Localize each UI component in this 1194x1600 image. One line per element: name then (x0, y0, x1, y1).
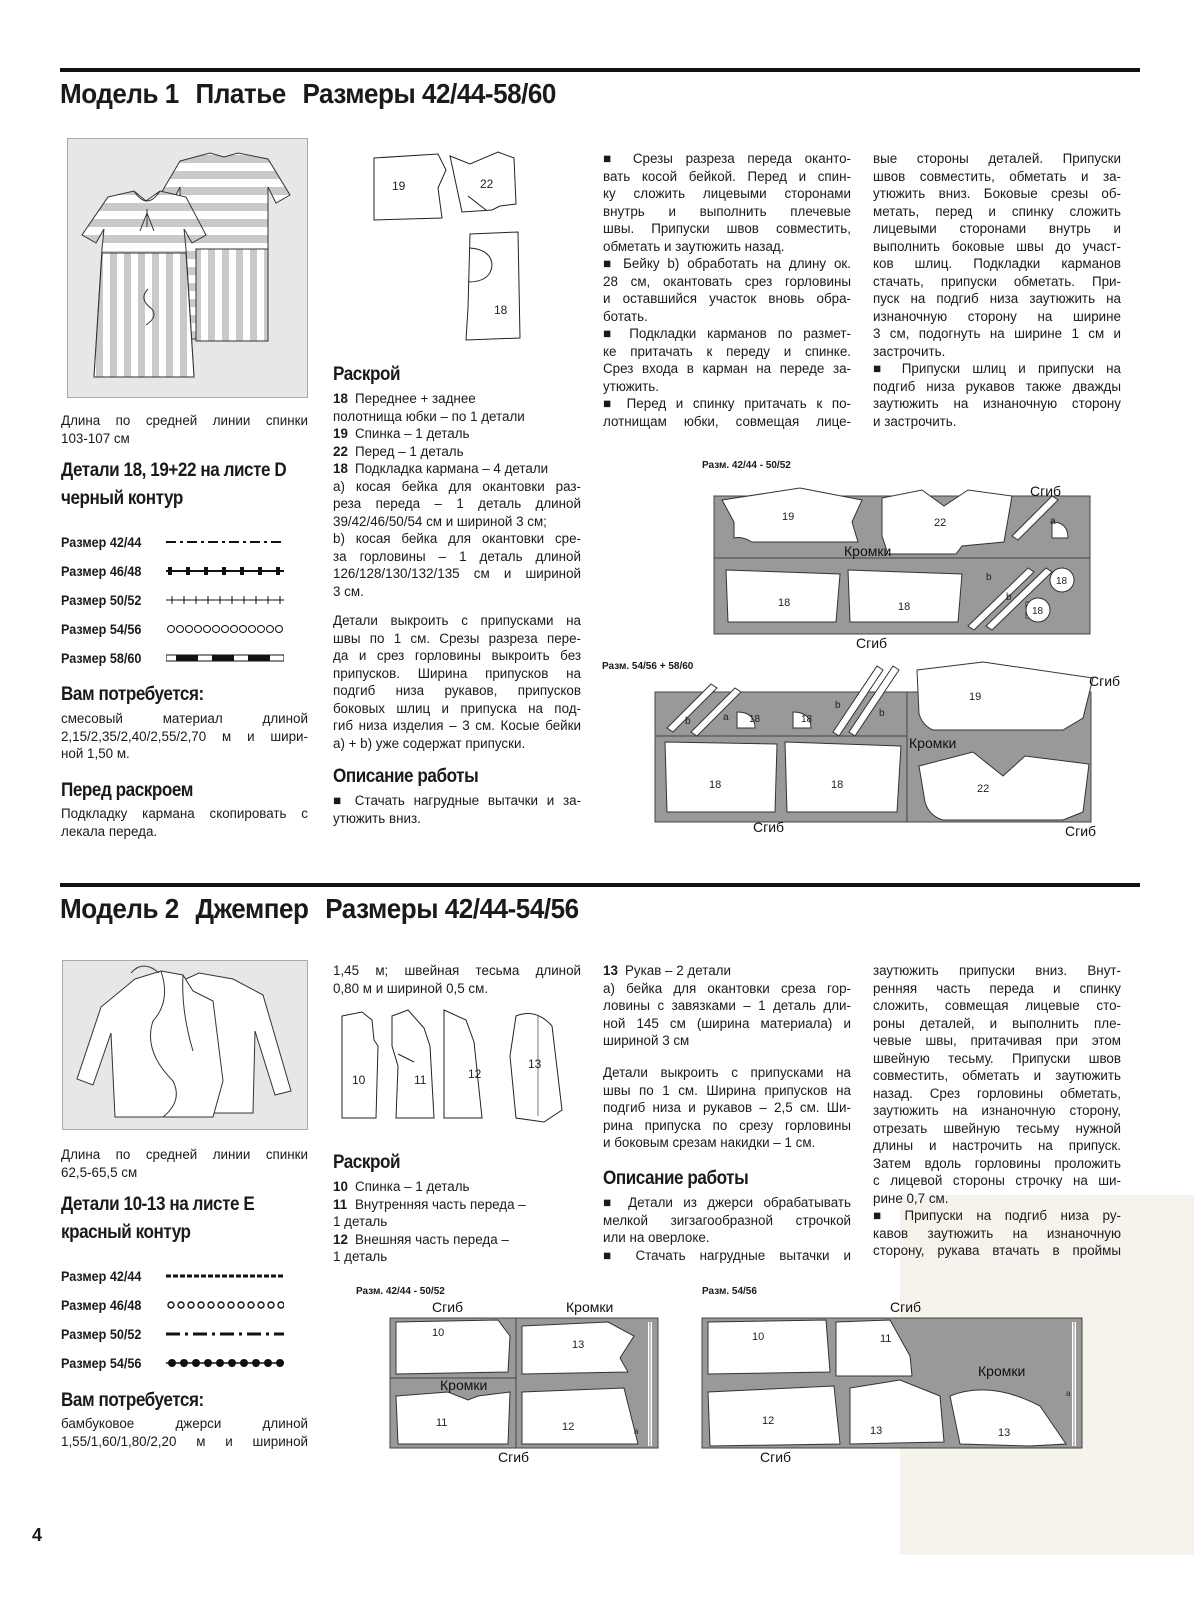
svg-text:a: a (1050, 516, 1056, 527)
svg-text:19: 19 (782, 511, 795, 523)
model1-cutting-layout-2 (653, 656, 1133, 844)
svg-text:22: 22 (934, 517, 947, 529)
svg-text:18: 18 (831, 779, 844, 791)
svg-text:13: 13 (572, 1339, 585, 1351)
svg-text:a: a (634, 1427, 639, 1436)
svg-text:Сгиб: Сгиб (760, 1449, 792, 1465)
fold-label: Сгиб (856, 635, 888, 651)
model2-title: Модель 2 Джемпер Размеры 42/44-54/56 (60, 893, 579, 924)
size-54-56-legend: Размер 54/56 (61, 619, 284, 639)
svg-text:10: 10 (752, 1331, 765, 1343)
model2-pattern-pieces (338, 1006, 578, 1132)
model1-cut-list: 18 Переднее + заднее полотнища юбки – по 1 детали 19 Спинка – 1 деталь 22 Перед – 1 деталь 18 Подкладка кармана – 4 детали a) косая бейка для окантовки раз- реза переда – 1 деталь длиной 39/42/46/50/54 см и шириной 3 см; b) косая бейка для окантовки сре- за горловины – 1 деталь длиной 126/128/130/132/135 см и шириной 3 см. (333, 391, 581, 599)
svg-text:18: 18 (749, 714, 761, 725)
svg-text:18: 18 (1056, 576, 1068, 587)
size-42-44-legend-red: Размер 42/44 (61, 1268, 142, 1284)
model2-rule (60, 883, 1140, 887)
piece-18-label: 18 (494, 303, 508, 317)
model2-layout1-title: Разм. 42/44 - 50/52 (356, 1286, 445, 1297)
svg-text:11: 11 (414, 1073, 427, 1087)
model2-cutting-layout-2 (700, 1296, 1086, 1468)
selvage-label: Кромки (844, 543, 892, 559)
svg-text:a: a (1066, 1389, 1071, 1398)
size-46-48-legend-red: Размер 46/48 (61, 1295, 284, 1315)
svg-text:Сгиб: Сгиб (498, 1449, 530, 1465)
model1-details-heading: Детали 18, 19+22 на листе D черный контур (61, 460, 287, 509)
svg-text:Сгиб: Сгиб (753, 819, 785, 835)
model2-col3-text: 13 Рукав – 2 детали a) бейка для окантовки среза гор- ловины с завязками – 1 деталь дли- ной 145 см (ширина материала) и шириной 3 см (603, 963, 851, 1048)
top-rule (60, 68, 1140, 72)
svg-text:10: 10 (352, 1073, 366, 1087)
model2-work-col4: заутюжить припуски вниз. Внут- ренняя часть переда и спинку сложить, совмещая лицевые сто- роны деталей, и выполнить пле- чевые швы, притачивая при этом швейную тесьму. Припуски швов совместить, обметать и заутюжить назад. Срез горловины обметать, заутюжить на изнаночную сторону, отрезать швейную тесьму нужной длины и настрочить на припуск. Затем вдоль горловины проложить с лицевой стороны строчку на ши- рине 0,7 см. ■ Припуски на подгиб низа ру- кавов заутюжить на изнаночную сторону, рукава втачать в проймы (873, 963, 1121, 1258)
size-50-52-legend-red: Размер 50/52 (61, 1326, 142, 1342)
svg-text:10: 10 (432, 1327, 445, 1339)
model2-need-cont: 1,45 м; швейная тесьма длиной 0,80 м и шириной 0,5 см. (333, 963, 581, 996)
svg-text:b: b (879, 708, 885, 719)
model1-cutting-layout-1 (712, 476, 1092, 652)
model1-work-col4: вые стороны деталей. Припуски швов совместить, обметать и за- утюжить вниз. Боковые срезы об- метать, перед и спинку сложить лицевыми сторонами внутрь и выполнить боковые швы до участ- ков шлиц. Подкладки карманов стачать, припуски обметать. При- пуск на подгиб низа заутюжить на изнаночную сторону на ширине 3 см, подогнуть на ширине 1 см и застрочить. ■ Припуски шлиц и припуски на подгиб низа рукавов также дважды заутюжить на изнаночную сторону и застрочить. (873, 151, 1121, 429)
svg-text:b: b (1006, 592, 1012, 603)
svg-text:13: 13 (528, 1057, 542, 1071)
model2-cutting-layout-1 (388, 1296, 660, 1468)
model1-work-col3: ■ Срезы разреза переда оканто- вать косой бейкой. Перед и спин- ку сложить лицевыми сторонами внутрь и выполнить плечевые швы. Припуски швов совместить, обметать и заутюжить назад. ■ Бейку b) обработать на длину ок. 28 см, окантовать срез горловины и оставшийся участок вновь обра- ботать. ■ Подкладки карманов по размет- ке притачать к переду и спинке. Срез входа в карман на переде за- утюжить. ■ Перед и спинку притачать к по- лотнищам юбки, совмещая лице- (603, 151, 851, 429)
svg-text:Кромки: Кромки (909, 735, 957, 751)
model1-length-text: Длина по средней линии спинки 103-107 см (61, 413, 308, 446)
dress-illustration (67, 138, 308, 398)
svg-text:Сгиб: Сгиб (1089, 673, 1121, 689)
model1-work-col2: ■ Стачать нагрудные вытачки и за- утюжить вниз. (333, 793, 581, 826)
svg-text:b: b (685, 716, 691, 727)
svg-text:18: 18 (778, 597, 791, 609)
model2-cut-heading: Раскрой (333, 1152, 401, 1173)
model1-before-heading: Перед раскроем (61, 780, 193, 801)
size-50-52-legend: Размер 50/52 (61, 592, 142, 608)
model2-details-heading: Детали 10-13 на листе E красный контур (61, 1194, 255, 1243)
model2-layout2-title: Разм. 54/56 (702, 1286, 757, 1297)
svg-text:b: b (986, 572, 992, 583)
size-54-56-legend-red: Размер 54/56 (61, 1353, 284, 1373)
model2-need-text: бамбуковое джерси длиной 1,55/1,60/1,80/2,20 м и шириной (61, 1416, 308, 1449)
svg-text:Кромки: Кромки (978, 1363, 1026, 1379)
svg-text:18: 18 (801, 714, 813, 725)
size-58-60-legend: Размер 58/60 (61, 648, 284, 668)
size-46-48-legend: Размер 46/48 (61, 561, 284, 581)
model2-seam-text: Детали выкроить с припусками на швы по 1 см. Ширина припусков на подгиб низа и рукавов – 2,5 см. Ши- рина припуска по срезу горловины и боковым срезам накидки – 1 см. (603, 1065, 851, 1150)
svg-text:b: b (835, 700, 841, 711)
svg-text:12: 12 (468, 1067, 482, 1081)
model1-title: Модель 1 Платье Размеры 42/44-58/60 (60, 78, 556, 109)
svg-text:18: 18 (898, 601, 911, 613)
svg-text:13: 13 (998, 1427, 1011, 1439)
model1-layout1-title: Разм. 42/44 - 50/52 (702, 460, 791, 471)
model2-cut-list: 10 Спинка – 1 деталь 11 Внутренняя часть переда – 1 деталь 12 Внешняя часть переда – 1 деталь (333, 1179, 526, 1264)
svg-text:11: 11 (880, 1333, 892, 1345)
svg-text:a: a (723, 712, 729, 723)
size-42-44-legend: Размер 42/44 (61, 534, 142, 550)
svg-text:11: 11 (436, 1417, 448, 1429)
model1-work-heading: Описание работы (333, 766, 479, 787)
svg-text:22: 22 (977, 783, 990, 795)
piece-22-label: 22 (480, 177, 494, 191)
model1-cut-heading: Раскрой (333, 364, 401, 385)
model2-work-col3: ■ Детали из джерси обрабатывать мелкой зигзагообразной строчкой или на оверлоке. ■ Стачать нагрудные вытачки и (603, 1195, 851, 1263)
model1-before-text: Подкладку кармана скопировать с лекала переда. (61, 806, 308, 839)
model2-work-heading: Описание работы (603, 1168, 749, 1189)
svg-text:19: 19 (969, 691, 982, 703)
page-number: 4 (32, 1525, 43, 1545)
svg-text:Сгиб: Сгиб (432, 1299, 464, 1315)
svg-text:12: 12 (762, 1415, 775, 1427)
svg-text:12: 12 (562, 1421, 575, 1433)
model2-need-heading: Вам потребуется: (61, 1390, 204, 1411)
jumper-illustration (62, 960, 308, 1130)
svg-text:Кромки: Кромки (440, 1377, 488, 1393)
model2-length-text: Длина по средней линии спинки 62,5-65,5 см (61, 1147, 308, 1180)
fold-label: Сгиб (1030, 483, 1062, 499)
piece-19-label: 19 (392, 179, 406, 193)
model1-need-heading: Вам потребуется: (61, 684, 204, 705)
model1-need-text: смесовый материал длиной 2,15/2,35/2,40/2,55/2,70 м и шири- ной 1,50 м. (61, 711, 308, 761)
model1-layout2-title: Разм. 54/56 + 58/60 (602, 661, 694, 672)
svg-text:Кромки: Кромки (566, 1299, 614, 1315)
model1-seam-text: Детали выкроить с припусками на швы по 1 см. Срезы разреза пере- да и срез горловины выкроить без припусков. Ширина припусков на подгиб низа рукавов, припусков боковых шлиц и припуска на под- гиб низа изделия – 3 см. Косые бейки a) + b) уже содержат припуски. (333, 613, 581, 751)
model1-pattern-pieces (360, 148, 530, 348)
svg-text:18: 18 (1032, 606, 1044, 617)
svg-text:Сгиб: Сгиб (1065, 823, 1097, 839)
svg-text:Сгиб: Сгиб (890, 1299, 922, 1315)
svg-text:18: 18 (709, 779, 722, 791)
svg-text:13: 13 (870, 1425, 883, 1437)
